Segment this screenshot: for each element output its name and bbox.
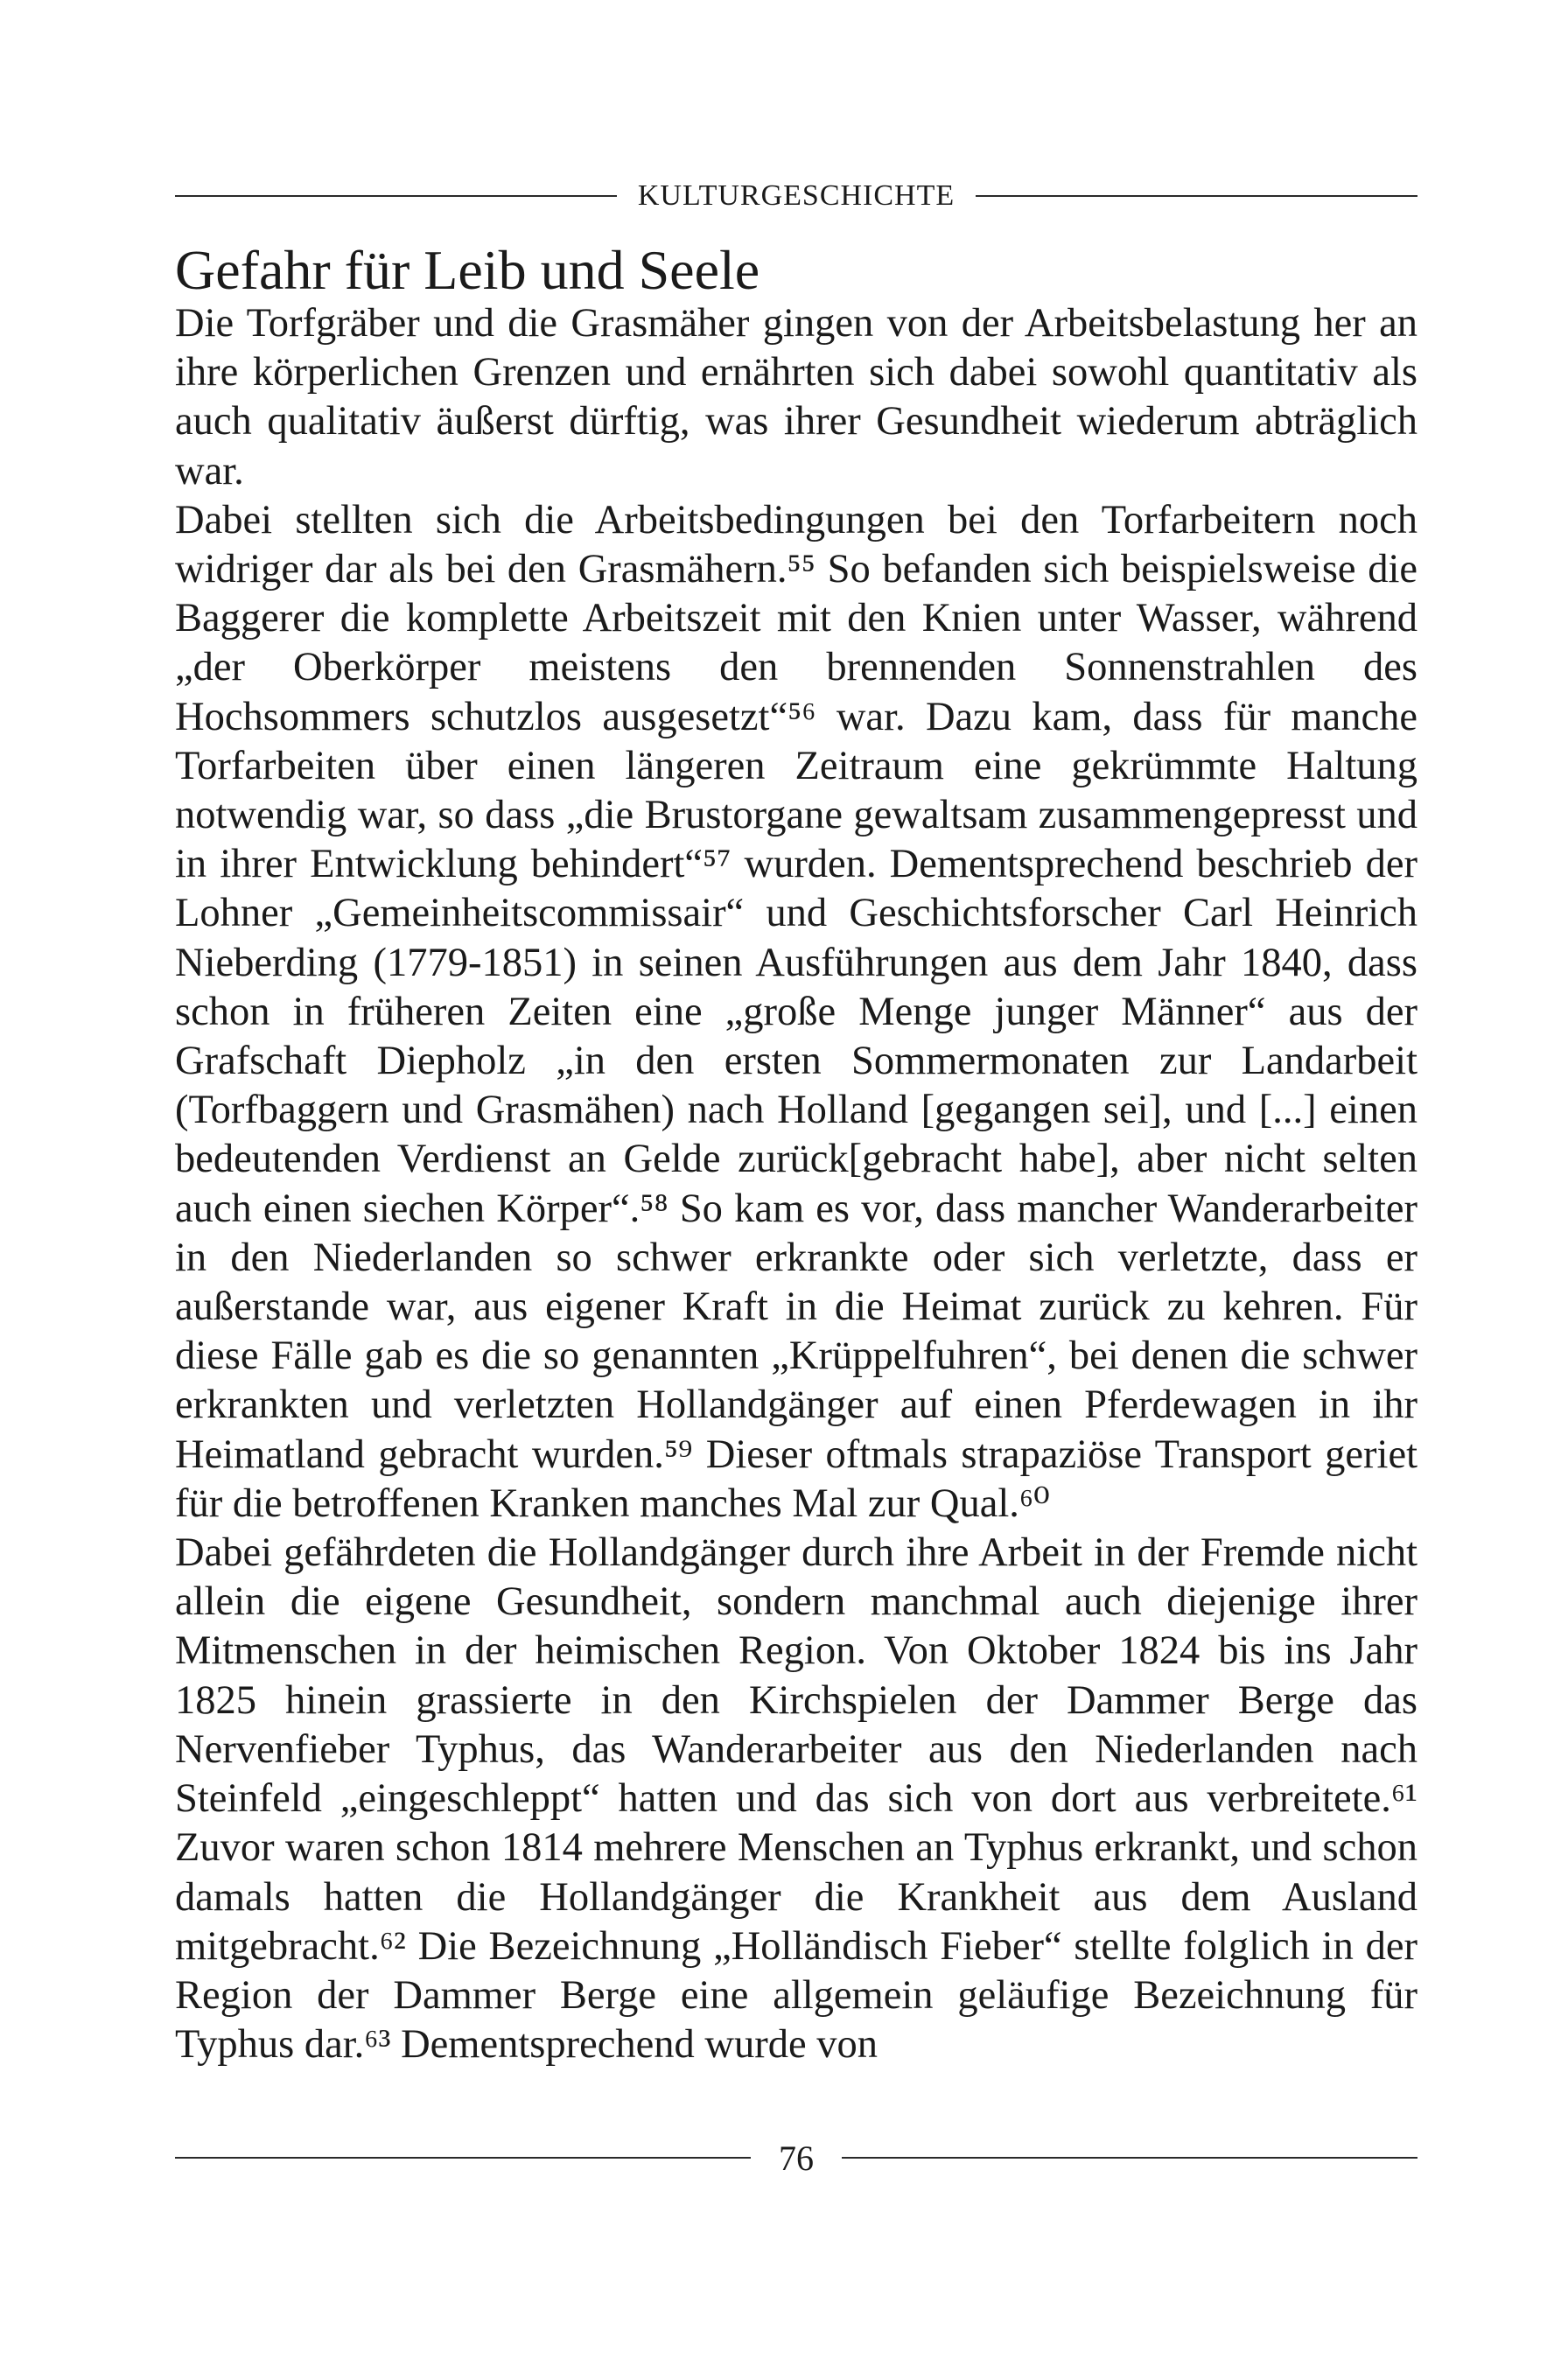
- header-rule-right: [976, 195, 1418, 197]
- running-header: [175, 172, 1418, 220]
- paragraph-3: Dabei gefährdeten die Hollandgänger durch ihre Arbeit in der Fremde nicht allein die eigene Gesundheit, sondern manchmal auch diejenige ihrer Mitmenschen in der heimischen Region. Von Oktober 1824 bis ins Jahr 1825 hinein grassierte in den Kirchspielen der Dammer Berge das Nervenfieber Typhus, das Wanderarbeiter aus den Niederlanden nach Steinfeld „eingeschleppt“ hatten und das sich von dort aus verbreitete.⁶¹ Zuvor waren schon 1814 mehrere Menschen an Typhus erkrankt, und schon damals hatten die Hollandgänger die Krankheit aus dem Ausland mitgebracht.⁶² Die Bezeichnung „Holländisch Fieber“ stellte folglich in der Region der Dammer Berge eine allgemein geläufige Bezeichnung für Typhus dar.⁶³ Dementsprechend wurde von: [175, 1530, 1418, 2068]
- running-title: KULTURGESCHICHTE: [637, 179, 956, 212]
- paragraph-1: Die Torfgräber und die Grasmäher gingen von der Arbeitsbelastung her an ihre körperlichen Grenzen und ernährten sich dabei sowohl quantitativ als auch qualitativ äußerst dürftig, was ihrer Gesundheit wiederum abträglich war.: [175, 301, 1418, 494]
- footer-rule-left: [175, 2157, 751, 2159]
- page-number: 76: [779, 2138, 814, 2178]
- body-text: [175, 239, 1418, 2069]
- header-rule-left: [175, 195, 617, 197]
- paragraph-2: Dabei stellten sich die Arbeitsbedingungen bei den Torfarbeitern noch widriger dar als bei den Grasmähern.⁵⁵ So befanden sich beispielsweise die Baggerer die komplette Arbeitszeit mit den Knien unter Wasser, während „der Oberkörper meistens den brennenden Sonnenstrahlen des Hochsommers schutzlos ausgesetzt“⁵⁶ war. Dazu kam, dass für manche Torfarbeiten über einen längeren Zeitraum eine gekrümmte Haltung notwendig war, so dass „die Brustorgane gewaltsam zusammengepresst und in ihrer Entwicklung behindert“⁵⁷ wurden. Dementsprechend beschrieb der Lohner „Gemeinheitscommissair“ und Geschichtsforscher Carl Heinrich Nieberding (1779-1851) in seinen Ausführungen aus dem Jahr 1840, dass schon in früheren Zeiten eine „große Menge junger Männer“ aus der Grafschaft Diepholz „in den ersten Sommermonaten zur Landarbeit (Torfbaggern und Grasmähen) nach Holland [gegangen sei], und [...] einen bedeutenden Verdienst an Gelde zurück[gebracht habe], aber nicht selten auch einen siechen Körper“.⁵⁸ So kam es vor, dass mancher Wanderarbeiter in den Niederlanden so schwer erkrankte oder sich verletzte, dass er außerstande war, aus eigener Kraft in die Heimat zurück zu kehren. Für diese Fälle gab es die so genannten „Krüppelfuhren“, bei denen die schwer erkrankten und verletzten Hollandgänger auf einen Pferdewagen in ihr Heimatland gebracht wurden.⁵⁹ Dieser oftmals strapaziöse Transport geriet für die betroffenen Kranken manches Mal zur Qual.⁶⁰: [175, 497, 1418, 1526]
- footer-rule-right: [842, 2157, 1418, 2159]
- page-footer: [175, 2133, 1418, 2182]
- section-heading: Gefahr für Leib und Seele: [175, 239, 760, 301]
